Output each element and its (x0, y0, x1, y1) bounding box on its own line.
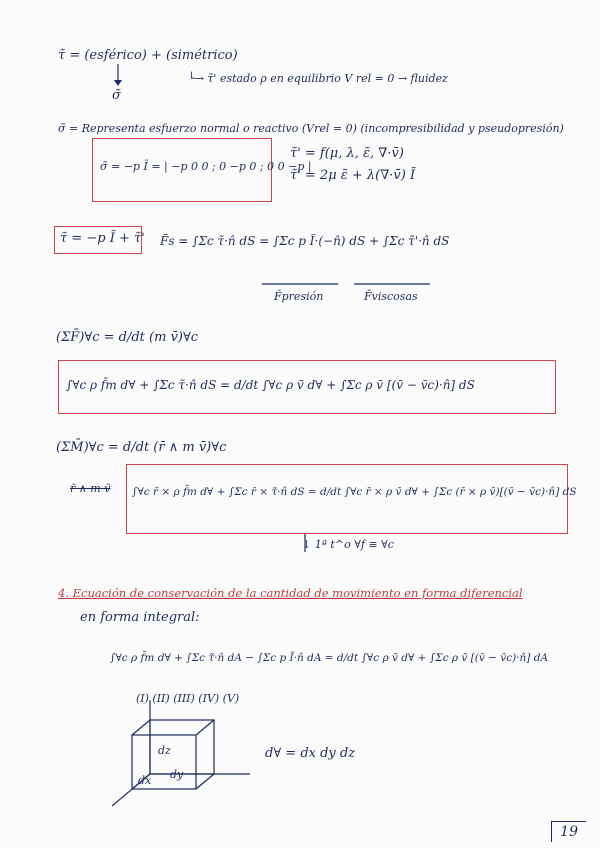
pressure-force-label: F̄presión (274, 290, 324, 303)
term-labels: (I) (II) (III) (IV) (V) (136, 692, 240, 705)
momentum-balance: (ΣF̄)∀c = d/dt (m v̄)∀c (56, 330, 199, 345)
angular-momentum-balance: (ΣM̄)∀c = d/dt (r̄ ∧ m v̄)∀c (56, 440, 227, 455)
cube-dz: dz (158, 744, 171, 757)
section-title: 4. Ecuación de conservación de la cantidad de movimiento en forma diferencial (58, 586, 523, 600)
stress-relation-2: τ̃' = 2μ ε̃ + λ(∇·v̄) Ĩ (290, 168, 416, 183)
integral-form-equation: ∫∀c ρ f̄m d∀ + ∫Σc τ̃·n̂ dA − ∫Σc p Ĩ·n̂ dA = d/dt ∫∀c ρ v̄ d∀ + ∫Σc ρ v̄ [(v̄ − v̄c)·n̂] dA (110, 652, 549, 664)
cube-dx: dx (138, 774, 152, 787)
angular-momentum-box (126, 464, 568, 534)
volume-element: d∀ = dx dy dz (265, 746, 356, 761)
line-1-note: └→ τ̃' estado ρ en equilibrio V rel = 0 → fluidez (188, 72, 448, 85)
surface-force-equation: F̄s = ∫Σc τ̃·n̂ dS = ∫Σc p Ĩ·(−n̂) dS + ∫Σc τ̃'·n̂ dS (160, 234, 450, 248)
viscous-force-label: F̄viscosas (364, 290, 418, 303)
angular-momentum-integral: ∫∀c r̄ × ρ f̄m d∀ + ∫Σc r̄ × τ̃·n̂ dS = d/dt ∫∀c r̄ × ρ v̄ d∀ + ∫Σc (r̄ × ρ v̄)[(v̄ − v̄c)·n̂] dS (132, 486, 577, 498)
cube-diagram (112, 700, 250, 806)
cube-dy: dy (170, 768, 184, 781)
line-2: σ̃ = Representa esfuerzo normal o reactivo (Vrel = 0) (incompresibilidad y pseudopresión) (58, 122, 564, 135)
control-volume-note: ↓ 1ª t^o ∀f ≡ ∀c (302, 538, 394, 551)
page-number: 19 (551, 821, 586, 842)
total-stress: τ̃ = −p Ĩ + τ̃' (60, 231, 145, 246)
angular-lead: r̄ ∧ m v̄ (70, 482, 111, 495)
subtitle: en forma integral: (80, 610, 200, 625)
matrix-equation: σ̃ = −p Ĩ = | −p 0 0 ; 0 −p 0 ; 0 0 −p | (100, 160, 312, 173)
stress-relation-1: τ̃' = f(μ, λ, ε̃, ∇·v̄) (290, 146, 404, 161)
momentum-integral: ∫∀c ρ f̄m d∀ + ∫Σc τ̃·n̂ dS = d/dt ∫∀c ρ v̄ d∀ + ∫Σc ρ v̄ [(v̄ − v̄c)·n̂] dS (66, 378, 475, 392)
line-1: τ̃ = (esférico) + (simétrico) (58, 48, 238, 63)
line-1-sigma: σ̃ (112, 88, 121, 103)
